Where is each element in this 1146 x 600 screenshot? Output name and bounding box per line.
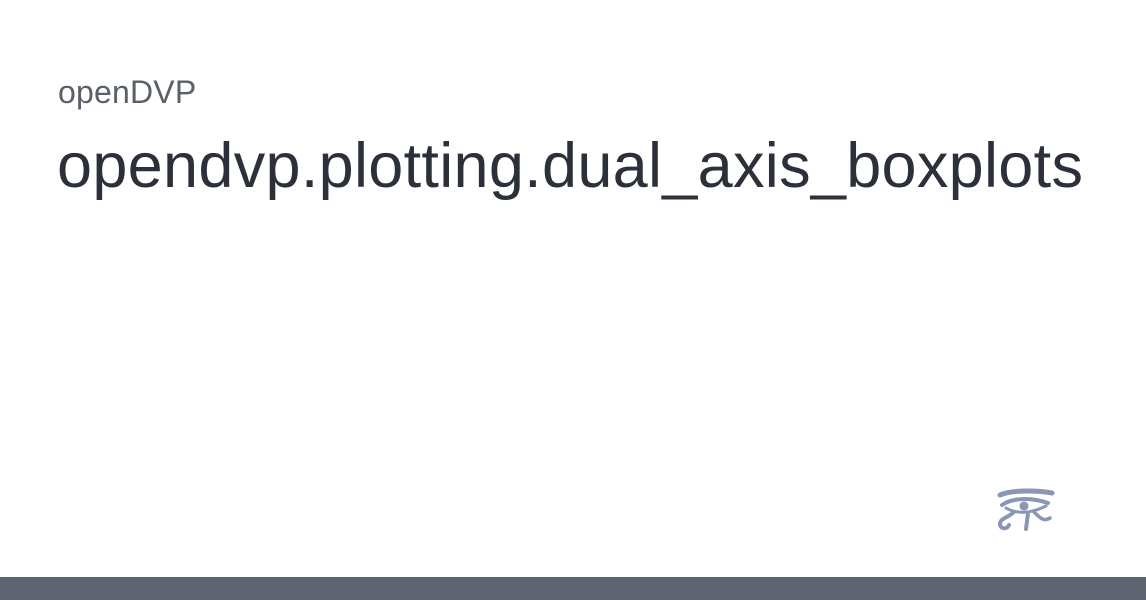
- footer-bar: [0, 577, 1146, 600]
- page-title: opendvp.plotting.dual_axis_boxplots: [57, 131, 1084, 201]
- eye-of-horus-icon: [996, 488, 1056, 534]
- site-name: openDVP: [58, 74, 197, 110]
